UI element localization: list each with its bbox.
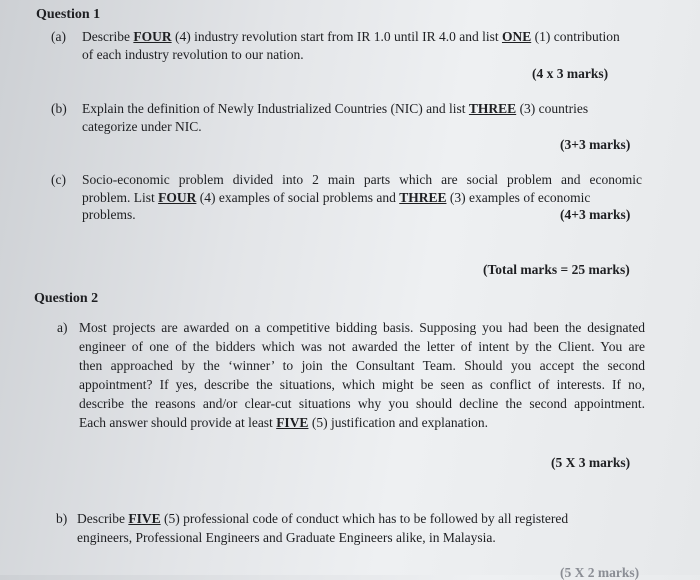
q2a-line-3: then approached by the ‘winner’ to join the Consultant Team. Should you accept the second — [79, 358, 645, 373]
q2a-line-4: appointment? If yes, describe the situations, which might be seen as conflict of interests. If no, — [79, 377, 645, 392]
q2a-line-5: describe the reasons and/or clear-cut situations why you should decline the second appointment. — [79, 396, 645, 411]
q2b-line-1: Describe FIVE (5) professional code of conduct which has to be followed by all registered — [77, 511, 569, 526]
q1c-marks: (4+3 marks) — [560, 207, 631, 222]
q1a-label: (a) — [51, 29, 66, 44]
q1a-marks: (4 x 3 marks) — [532, 66, 609, 81]
q1c-line-2: problem. List FOUR (4) examples of social problems and THREE (3) examples of economic — [82, 190, 591, 205]
q2a-line-1: Most projects are awarded on a competitive bidding basis. Supposing you had been the designated — [79, 320, 645, 335]
q1a-line-1: Describe FOUR (4) industry revolution start from IR 1.0 until IR 4.0 and list ONE (1) contribution — [82, 29, 620, 44]
question-2-title: Question 2 — [34, 291, 99, 306]
q1b-label: (b) — [51, 101, 67, 116]
q2b-line-2: engineers, Professional Engineers and Graduate Engineers alike, in Malaysia. — [77, 530, 496, 545]
q1b-line-1: Explain the definition of Newly Industrialized Countries (NIC) and list THREE (3) countries — [82, 101, 589, 116]
q2a-line-6: Each answer should provide at least FIVE (5) justification and explanation. — [79, 415, 489, 430]
q1c-line-3: problems. — [82, 207, 136, 222]
q1b-line-2: categorize under NIC. — [82, 119, 202, 134]
q2a-line-2: engineer of one of the bidders which was not awarded the letter of intent by the Client. You are — [79, 339, 645, 354]
q1-total-marks: (Total marks = 25 marks) — [483, 262, 630, 277]
q1a-line-2: of each industry revolution to our nation. — [82, 47, 304, 62]
q2a-label: a) — [57, 320, 68, 335]
question-1-title: Question 1 — [36, 7, 101, 22]
q2a-marks: (5 X 3 marks) — [551, 455, 631, 470]
q1c-label: (c) — [51, 172, 66, 187]
q1c-line-1: Socio-economic problem divided into 2 main parts which are social problem and economic — [82, 172, 642, 187]
q2b-marks-partial: (5 X 2 marks) — [560, 565, 640, 580]
q1b-marks: (3+3 marks) — [560, 137, 631, 152]
q2b-label: b) — [56, 511, 68, 526]
